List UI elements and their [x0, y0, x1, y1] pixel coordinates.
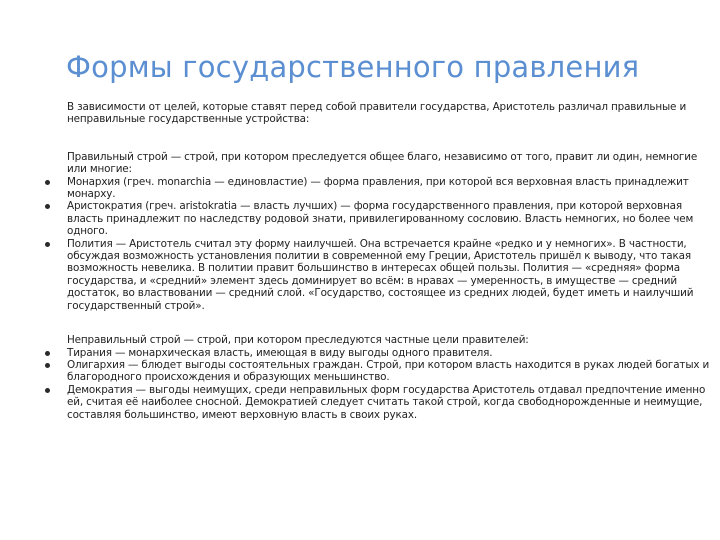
list-item-text: Монархия (греч. monarchia — единовластие) — форма правления, при которой вся верховная власть принадлежит монарху.	[67, 175, 689, 201]
intro-paragraph: В зависимости от целей, которые ставят перед собой правители государства, Аристотель различал правильные и неправильные государственные устройства:	[67, 101, 687, 126]
list-item-text: Олигархия — блюдет выгоды состоятельных граждан. Строй, при котором власть находится в руках людей богатых и благородного происхождения и образующих меньшинство.	[67, 358, 710, 384]
list-item	[43, 347, 715, 359]
list-item	[43, 359, 715, 384]
bullet-icon	[45, 242, 50, 247]
list-item-text: Тирания — монархическая власть, имеющая в виду выгоды одного правителя.	[67, 346, 493, 359]
bullet-icon	[45, 388, 50, 393]
list-item-text: Демократия — выгоды неимущих, среди неправильных форм государства Аристотель отдавал предпочтение именно ей, считая её наиболее сносной. Демократией следует считать такой строй, когда свободнорожденные и неимущие, составляя большинство, имеют верховную власть в своих руках.	[67, 383, 706, 421]
slide-body	[43, 101, 715, 421]
list-item-text: Полития — Аристотель считал эту форму наилучшей. Она встречается крайне «редко и у немногих». В частности, обсуждая возможность установления политии в современной ему Греции, Аристотель пришёл к выводу, что такая возможность невелика. В политии правит большинство в интересах общей пользы. Полития — «средняя» форма государства, и «средний» элемент здесь доминирует во всём: в нравах — умеренность, в имуществе — средний достаток, во властвовании — средний слой. «Государство, состоящее из средних людей, будет иметь и наилучший государственный строй».	[67, 237, 694, 312]
list-item	[43, 200, 715, 237]
list-item	[43, 384, 715, 421]
bullet-icon	[45, 180, 50, 185]
incorrect-forms-heading: Неправильный строй — строй, при котором преследуются частные цели правителей:	[67, 334, 529, 347]
bullet-icon	[45, 351, 50, 356]
list-item	[43, 238, 715, 312]
incorrect-forms-list	[43, 347, 715, 421]
correct-forms-list	[43, 176, 715, 312]
list-item-text: Аристократия (греч. aristokratia — власть лучших) — форма государственного правления, при которой верховная власть принадлежит по наследству родовой знати, привилегированному сословию. Власть немногих, но более чем одного.	[67, 200, 694, 238]
slide-title: Формы государственного правления	[66, 50, 640, 84]
bullet-icon	[45, 204, 50, 209]
correct-forms-heading: Правильный строй — строй, при котором преследуется общее благо, независимо от того, правит ли один, немногие или многие:	[67, 150, 698, 176]
list-item	[43, 176, 715, 201]
bullet-icon	[45, 363, 50, 368]
